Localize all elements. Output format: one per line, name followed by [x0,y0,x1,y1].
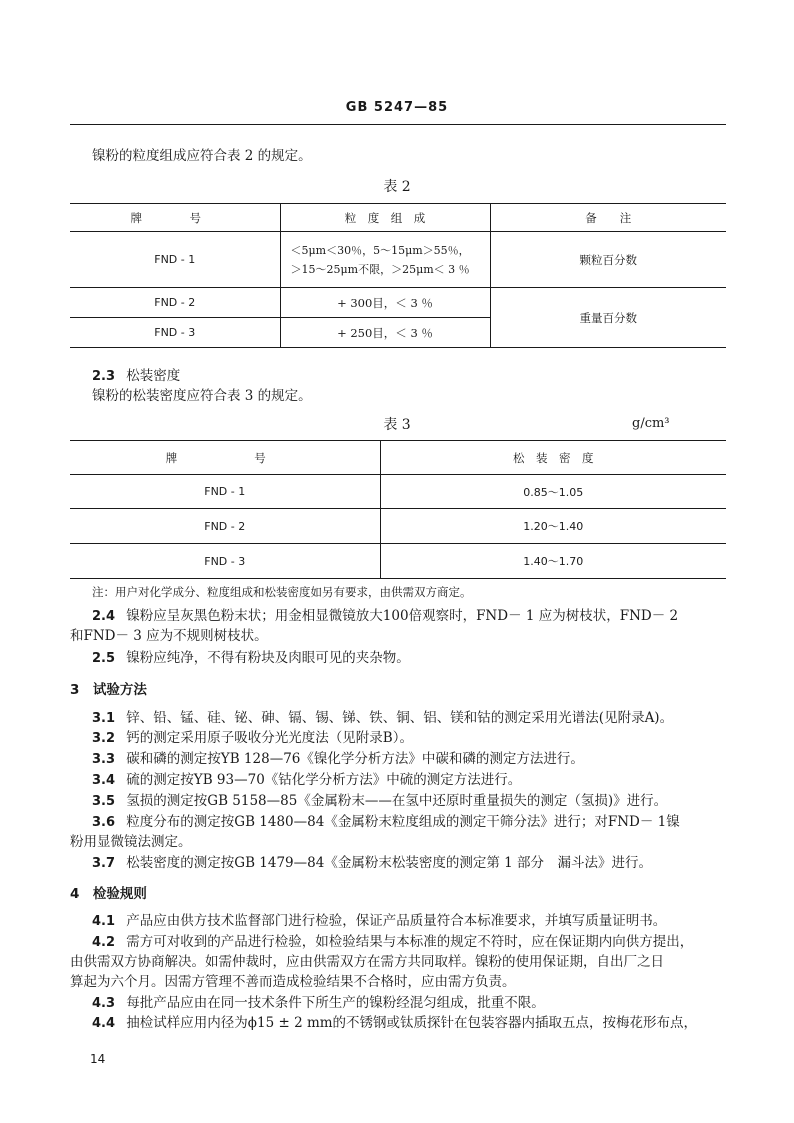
clause-text: 抽检试样应用内径为ϕ15 ± 2 mm的不锈钢或钛质探针在包装容器内插取五点，按梅花形布点， [126,1015,698,1031]
table-row [70,288,726,318]
section-3-title: 3 试验方法 [70,682,147,698]
clause-number: 4.2 [92,935,116,950]
table3-density-cell: 0.85～1.05 [380,475,726,509]
clause-4-1 [92,911,666,932]
table2-grade-cell: FND - 2 [154,296,196,309]
table3-footnote: 注：用户对化学成分、粒度组成和松装密度如另有要求，由供需双方商定。 [92,585,472,599]
clause-4-3 [92,993,545,1014]
table2-header-note: 备 注 [490,204,726,232]
clause-text: 每批产品应由在同一技术条件下所生产的镍粉经混匀组成，批重不限。 [126,995,545,1011]
clause-4-4 [92,1013,697,1034]
clause-number: 3.3 [92,752,116,767]
clause-3-2 [92,728,413,749]
table3-density-cell: 1.20～1.40 [380,509,726,544]
table-row [70,475,726,509]
table3-grade-cell: FND - 2 [204,519,246,533]
section-4-title: 4 检验规则 [70,886,147,902]
clause-number: 4.3 [92,996,116,1011]
clause-number: 3.6 [92,815,116,830]
clause-3-3 [92,749,584,770]
table3-caption: 表 3 [383,417,411,433]
table3-lead: 镍粉的松装密度应符合表 3 的规定。 [92,388,312,404]
table2-caption: 表 2 [383,179,411,195]
clause-text: 需方可对收到的产品进行检验，如检验结果与本标准的规定不符时，应在保证期内向供方提出， [126,934,694,950]
table-row [70,232,726,288]
clause-text: 镍粉应纯净，不得有粉块及肉眼可见的夹杂物。 [126,650,410,666]
clause-text: 锌、铅、锰、硅、铋、砷、镉、锡、锑、铁、铜、铝、镁和钴的测定采用光谱法(见附录A)。 [126,710,674,726]
clause-2-3-heading [92,366,180,387]
clause-number: 4.4 [92,1016,116,1031]
clause-number: 2.3 [92,369,116,384]
table2 [70,203,726,348]
clause-text: 松装密度的测定按GB 1479—84《金属粉末松装密度的测定第 1 部分 漏斗法》进行。 [126,855,652,871]
clause-4-2-continued-1: 由供需双方协商解决。如需仲裁时，应由供需双方在需方共同取样。镍粉的使用保证期，自出厂之日 [70,954,664,970]
clause-number: 3.5 [92,794,116,809]
table2-lead: 镍粉的粒度组成应符合表 2 的规定。 [92,148,312,164]
clause-3-6 [92,812,680,833]
clause-4-2 [92,932,693,953]
table3 [70,440,726,579]
clause-text: 产品应由供方技术监督部门进行检验，保证产品质量符合本标准要求，并填写质量证明书。 [126,913,667,929]
clause-3-6-continued: 粉用显微镜法测定。 [70,834,192,850]
size-line-1: ＜5μm＜30％，5～15μm＞55％， [290,243,470,257]
table3-unit: g/cm³ [632,416,670,431]
table-row [70,544,726,579]
clause-text: 碳和磷的测定按YB 128—76《镍化学分析方法》中碳和磷的测定方法进行。 [126,751,584,767]
clause-number: 3.7 [92,856,116,871]
table-row [70,509,726,544]
table2-size-cell: + 250目，＜ 3 ％ [280,318,490,348]
clause-3-1 [92,708,673,729]
clause-2-4 [92,606,678,627]
clause-text: 镍粉应呈灰黑色粉末状；用金相显微镜放大100倍观察时，FND－ 1 应为树枝状，FND－ 2 [126,608,679,624]
clause-number: 2.4 [92,609,116,624]
table3-density-cell: 1.40～1.70 [380,544,726,579]
header-rule [70,124,726,125]
clause-number: 3.1 [92,711,116,726]
clause-4-2-continued-2: 算起为六个月。因需方管理不善而造成检验结果不合格时，应由需方负责。 [70,974,516,990]
table2-note-cell: 颗粒百分数 [490,232,726,288]
clause-text: 钙的测定采用原子吸收分光光度法（见附录B）。 [126,730,413,746]
size-line-2: ＞15～25μm不限，＞25μm＜ 3 ％ [290,262,470,276]
table3-grade-cell: FND - 3 [204,554,246,568]
standard-code: GB 5247—85 [345,100,449,115]
clause-3-5 [92,791,667,812]
clause-text: 氢损的测定按GB 5158—85《金属粉末——在氢中还原时重量损失的测定（氢损)》进行。 [126,793,668,809]
table2-merged-note-cell: 重量百分数 [490,288,726,348]
table3-grade-cell: FND - 1 [204,485,246,498]
page-number: 14 [90,1052,106,1066]
clause-number: 4.1 [92,914,116,929]
clause-number: 3.4 [92,773,116,788]
clause-3-7 [92,853,652,874]
table2-grade-cell: FND - 1 [154,253,196,266]
clause-number: 3.2 [92,731,116,746]
clause-number: 2.5 [92,651,116,666]
clause-2-5 [92,648,410,669]
table3-header-grade: 牌 号 [165,450,284,465]
table2-header-grade: 牌 号 [130,210,219,225]
table2-size-cell: + 300目，＜ 3 ％ [280,288,490,318]
clause-text: 硫的测定按YB 93—70《钴化学分析方法》中硫的测定方法进行。 [126,772,522,788]
table2-header-size: 粒 度 组 成 [280,204,490,232]
table2-size-cell [280,232,490,288]
clause-title: 松装密度 [126,368,181,384]
clause-text: 粒度分布的测定按GB 1480—84《金属粉末粒度组成的测定干筛分法》进行；对FND－ 1镍 [126,814,680,830]
table2-grade-cell: FND - 3 [70,318,280,348]
clause-3-4 [92,770,521,791]
table3-header-density: 松 装 密 度 [380,441,726,475]
clause-2-4-continued: 和FND－ 3 应为不规则树枝状。 [70,628,268,644]
